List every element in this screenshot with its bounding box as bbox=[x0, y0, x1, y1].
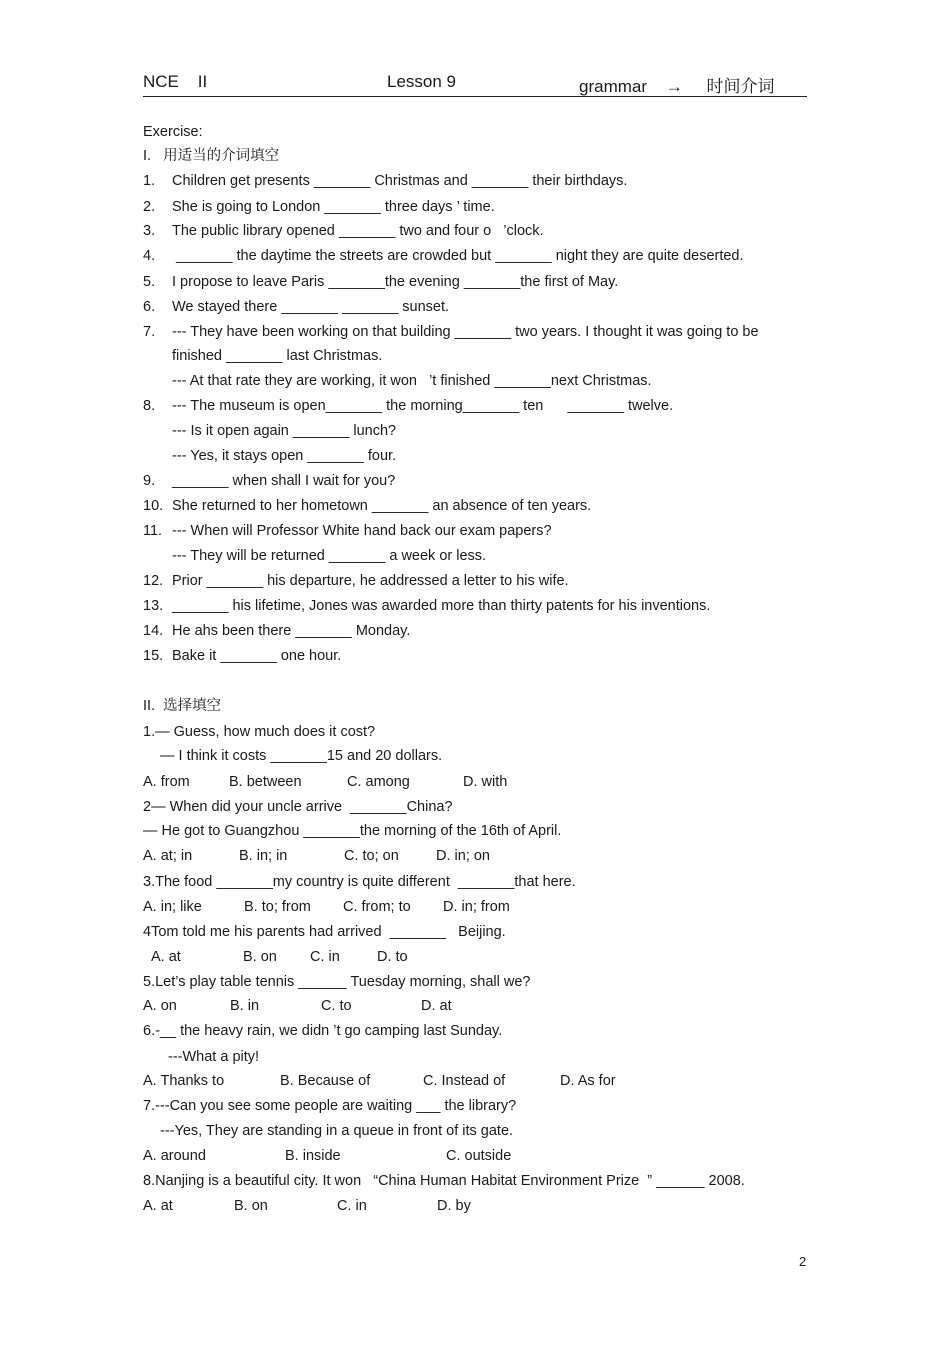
option-b: B. Because of bbox=[280, 1073, 371, 1089]
page-number: 2 bbox=[799, 1254, 807, 1269]
q5-question: 5.Let’s play table tennis ______ Tuesday morning, shall we? bbox=[143, 974, 531, 990]
item-text: She is going to London _______ three days ’ time. bbox=[172, 199, 495, 215]
item-number: 11. bbox=[143, 523, 163, 539]
item-number: 1. bbox=[143, 173, 156, 189]
s1-item-7 bbox=[143, 323, 759, 341]
option-c: C. in bbox=[310, 949, 340, 965]
item-text: Bake it _______ one hour. bbox=[172, 648, 342, 664]
option-d: D. by bbox=[437, 1198, 471, 1214]
s1-item-3 bbox=[143, 222, 544, 240]
option-c: C. in bbox=[337, 1198, 367, 1214]
s1-item-4 bbox=[143, 247, 744, 265]
s1-item-10 bbox=[143, 497, 591, 515]
s1-item-8-q2: --- Is it open again _______ lunch? bbox=[172, 423, 397, 439]
q6-answer: ---What a pity! bbox=[168, 1049, 260, 1065]
q7-options bbox=[143, 1147, 511, 1165]
item-text: --- When will Professor White hand back our exam papers? bbox=[172, 523, 552, 539]
item-text: Children get presents _______ Christmas and _______ their birthdays. bbox=[172, 173, 628, 189]
option-d: D. in; from bbox=[443, 899, 510, 915]
page-header bbox=[143, 72, 807, 97]
item-number: 7. bbox=[143, 324, 156, 340]
item-text: --- They have been working on that building _______ two years. I thought it was going to be bbox=[172, 324, 759, 340]
option-a: A. at bbox=[143, 1198, 173, 1214]
q3-question: 3.The food _______my country is quite different _______that here. bbox=[143, 874, 576, 890]
section-1-title: I. 用适当的介词填空 bbox=[143, 148, 280, 164]
item-number: 8. bbox=[143, 398, 156, 414]
header-course: NCE II bbox=[143, 72, 208, 91]
item-number: 6. bbox=[143, 299, 156, 315]
item-text: _______ when shall I wait for you? bbox=[172, 473, 396, 489]
option-c: C. outside bbox=[446, 1148, 512, 1164]
option-b: B. to; from bbox=[244, 899, 311, 915]
s1-item-7-cont: finished _______ last Christmas. bbox=[172, 348, 383, 364]
item-number: 4. bbox=[143, 248, 156, 264]
s1-item-14 bbox=[143, 622, 410, 640]
option-b: B. in; in bbox=[239, 848, 288, 864]
q4-options bbox=[151, 948, 408, 966]
q1-options bbox=[143, 773, 507, 791]
option-a: A. around bbox=[143, 1148, 206, 1164]
q2-options bbox=[143, 847, 490, 865]
option-c: C. from; to bbox=[343, 899, 411, 915]
option-a: A. at; in bbox=[143, 848, 193, 864]
header-topic: grammar → 时间介词 bbox=[579, 77, 775, 96]
option-b: B. inside bbox=[285, 1148, 341, 1164]
option-d: D. in; on bbox=[436, 848, 490, 864]
option-c: C. to; on bbox=[344, 848, 399, 864]
s1-item-7-reply: --- At that rate they are working, it won ’t finished _______next Christmas. bbox=[172, 373, 652, 389]
item-text: I propose to leave Paris _______the evening _______the first of May. bbox=[172, 274, 619, 290]
option-a: A. from bbox=[143, 774, 190, 790]
option-b: B. in bbox=[230, 998, 260, 1014]
s1-item-8-a2: --- Yes, it stays open _______ four. bbox=[172, 448, 397, 464]
s1-item-15 bbox=[143, 647, 341, 665]
item-number: 12. bbox=[143, 573, 164, 589]
option-a: A. at bbox=[151, 949, 181, 965]
s1-item-11 bbox=[143, 522, 552, 540]
s1-item-2 bbox=[143, 198, 495, 216]
option-a: A. on bbox=[143, 998, 177, 1014]
header-lesson: Lesson 9 bbox=[387, 72, 456, 91]
option-d: D. to bbox=[377, 949, 408, 965]
q3-options bbox=[143, 898, 510, 916]
s1-item-6 bbox=[143, 298, 449, 316]
item-text: _______ the daytime the streets are crowded but _______ night they are quite deserted. bbox=[172, 248, 744, 264]
option-c: C. Instead of bbox=[423, 1073, 506, 1089]
q8-question: 8.Nanjing is a beautiful city. It won “China Human Habitat Environment Prize ” ______ 2008. bbox=[143, 1173, 745, 1189]
item-number: 10. bbox=[143, 498, 164, 514]
option-c: C. among bbox=[347, 774, 410, 790]
item-number: 5. bbox=[143, 274, 156, 290]
item-number: 3. bbox=[143, 223, 156, 239]
option-c: C. to bbox=[321, 998, 352, 1014]
s1-item-9 bbox=[143, 472, 395, 490]
item-number: 14. bbox=[143, 623, 164, 639]
item-text: _______ his lifetime, Jones was awarded more than thirty patents for his inventions. bbox=[172, 598, 711, 614]
q1-answer: — I think it costs _______15 and 20 dollars. bbox=[160, 748, 443, 764]
item-text: Prior _______ his departure, he addressed a letter to his wife. bbox=[172, 573, 569, 589]
q8-options bbox=[143, 1197, 471, 1215]
option-b: B. on bbox=[234, 1198, 268, 1214]
q1-question: 1.— Guess, how much does it cost? bbox=[143, 724, 376, 740]
q6-question: 6.-__ the heavy rain, we didn ’t go camping last Sunday. bbox=[143, 1023, 503, 1039]
option-d: D. at bbox=[421, 998, 452, 1014]
option-d: D. As for bbox=[560, 1073, 616, 1089]
item-text: He ahs been there _______ Monday. bbox=[172, 623, 411, 639]
option-a: A. in; like bbox=[143, 899, 202, 915]
q6-options bbox=[143, 1072, 616, 1090]
option-a: A. Thanks to bbox=[143, 1073, 225, 1089]
option-b: B. on bbox=[243, 949, 277, 965]
s1-item-8 bbox=[143, 397, 673, 415]
option-b: B. between bbox=[229, 774, 302, 790]
item-number: 15. bbox=[143, 648, 164, 664]
q5-options bbox=[143, 997, 452, 1015]
s1-item-12 bbox=[143, 572, 569, 590]
s1-item-5 bbox=[143, 273, 618, 291]
q7-answer: ---Yes, They are standing in a queue in front of its gate. bbox=[160, 1123, 514, 1139]
q4-question: 4Tom told me his parents had arrived _______ Beijing. bbox=[143, 924, 506, 940]
s1-item-13 bbox=[143, 597, 710, 615]
exercise-label: Exercise: bbox=[143, 124, 203, 140]
q2-answer: — He got to Guangzhou _______the morning of the 16th of April. bbox=[143, 823, 562, 839]
item-text: --- The museum is open_______ the morning_______ ten _______ twelve. bbox=[172, 398, 674, 414]
option-d: D. with bbox=[463, 774, 508, 790]
item-number: 9. bbox=[143, 473, 156, 489]
q2-question: 2— When did your uncle arrive _______China? bbox=[143, 799, 453, 815]
item-number: 13. bbox=[143, 598, 164, 614]
item-text: The public library opened _______ two and four o ’clock. bbox=[172, 223, 544, 239]
item-text: We stayed there _______ _______ sunset. bbox=[172, 299, 450, 315]
q7-question: 7.---Can you see some people are waiting ___ the library? bbox=[143, 1098, 517, 1114]
section-2-title: II. 选择填空 bbox=[143, 698, 222, 714]
s1-item-1 bbox=[143, 172, 627, 190]
s1-item-11-reply: --- They will be returned _______ a week or less. bbox=[172, 548, 487, 564]
item-number: 2. bbox=[143, 199, 156, 215]
item-text: She returned to her hometown _______ an absence of ten years. bbox=[172, 498, 592, 514]
